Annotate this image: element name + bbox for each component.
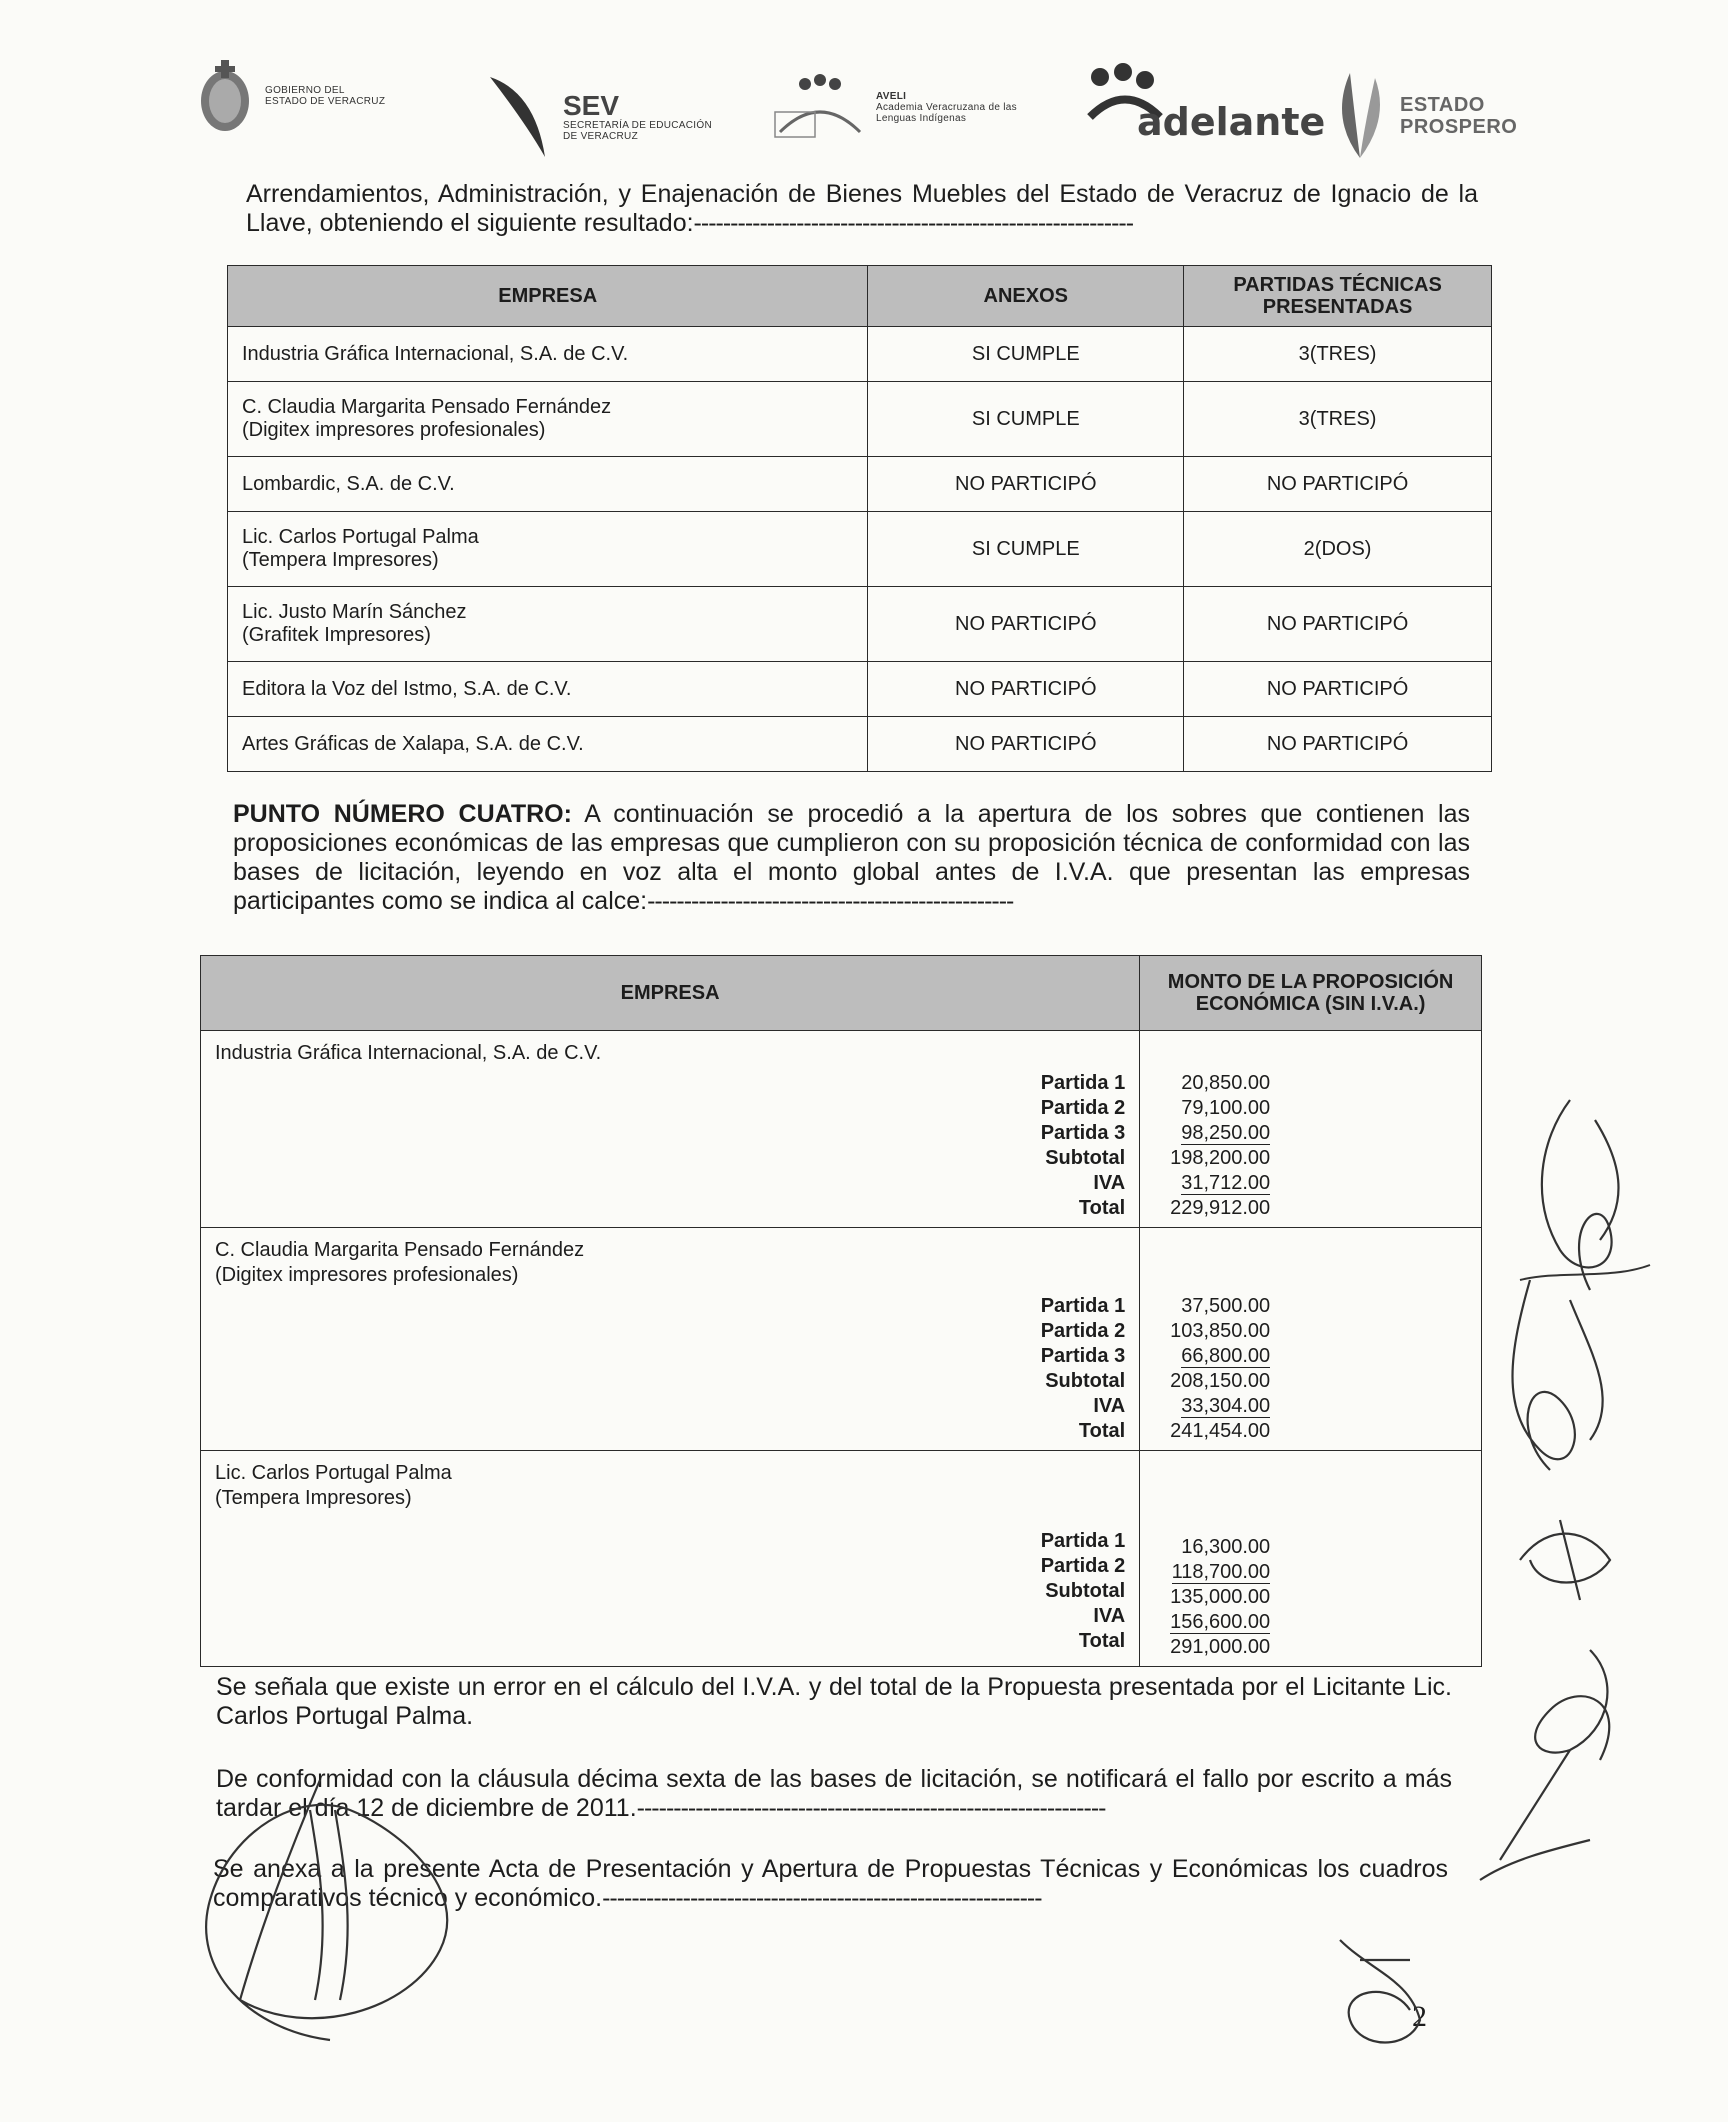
amount-iva [1150,1610,1270,1635]
table-row [228,327,1492,382]
empresa-block [215,1238,1125,1288]
logo-aveli [770,72,1017,142]
cell-empresa [201,1228,1140,1451]
empresa-name: Artes Gráficas de Xalapa, S.A. de C.V. [242,732,584,755]
cell-empresa [228,662,868,717]
amount-value: 98,250.00 [1181,1122,1271,1144]
logo-sev [485,72,712,162]
logo-aveli-line3: Lenguas Indígenas [876,112,967,124]
signature-2 [1470,1270,1650,1490]
amount-value: 229,912.00 [1170,1197,1271,1219]
cell-anexos: NO PARTICIPÓ [868,717,1184,772]
label-partida-3: Partida 3 [1040,1122,1126,1144]
label-subtotal: Subtotal [1045,1370,1126,1392]
sev-swoosh-icon [485,72,555,162]
cell-partidas: 3(TRES) [1184,382,1492,457]
col-header-partidas: PARTIDAS TÉCNICAS PRESENTADAS [1184,266,1492,327]
table-row [228,512,1492,587]
amount-value: 118,700.00 [1171,1561,1271,1583]
label-partida-1: Partida 1 [1040,1530,1126,1552]
amount-value: 156,600.00 [1170,1611,1271,1633]
empresa-name: Editora la Voz del Istmo, S.A. de C.V. [242,677,572,700]
amount-value: 37,500.00 [1181,1295,1271,1317]
cell-anexos: SI CUMPLE [868,382,1184,457]
col-header-monto: MONTO DE LA PROPOSICIÓN ECONÓMICA (SIN I.V.A.) [1140,956,1482,1031]
cell-montos [1140,1451,1482,1667]
amount-value: 20,850.00 [1181,1072,1271,1094]
empresa-sub: (Grafitek Impresores) [242,624,431,646]
cell-empresa [201,1031,1140,1228]
logo-gobierno-veracruz [195,56,385,136]
cell-empresa [201,1451,1140,1667]
label-total: Total [1078,1420,1126,1442]
empresa-name: Lombardic, S.A. de C.V. [242,472,455,495]
cell-empresa [228,512,868,587]
table-header-row [228,266,1492,327]
partida-labels [215,1294,1125,1444]
page-number: 2 [1412,2000,1427,2033]
empresa-name: Lic. Carlos Portugal Palma [215,1462,452,1484]
amount-value: 135,000.00 [1170,1586,1271,1608]
empresa-name: Lic. Justo Marín Sánchez [242,601,467,623]
logo-aveli-line2: Academia Veracruzana de las [876,101,1017,113]
empresa-block [215,1461,1125,1511]
empresa-sub: (Tempera Impresores) [215,1487,412,1509]
conformidad-paragraph [216,1765,1452,1823]
anexa-paragraph [213,1855,1448,1913]
logo-sev-line2: SECRETARÍA DE EDUCACIÓN [563,120,712,131]
logo-gob-line2: ESTADO DE VERACRUZ [265,96,386,107]
label-subtotal: Subtotal [1045,1580,1126,1602]
label-iva: IVA [1093,1395,1126,1417]
intro-text: Arrendamientos, Administración, y Enajenación de Bienes Muebles del Estado de Veracruz de Ignacio de la Llave, obteniendo el siguiente resultado: [246,180,1478,237]
cell-empresa [228,327,868,382]
label-iva: IVA [1093,1605,1126,1627]
cell-empresa [228,587,868,662]
table-row [228,457,1492,512]
amount-subtotal [1150,1369,1270,1394]
amount-partida-1 [1150,1071,1270,1096]
amount-value: 291,000.00 [1170,1636,1271,1658]
amount-partida-2 [1150,1096,1270,1121]
cell-montos [1140,1228,1482,1451]
amount-value: 208,150.00 [1170,1370,1271,1392]
cell-empresa [228,717,868,772]
table-row [201,1031,1482,1228]
amount-iva [1150,1171,1270,1196]
cell-partidas: NO PARTICIPÓ [1184,587,1492,662]
table-header-row [201,956,1482,1031]
cell-empresa [228,457,868,512]
signature-3 [1500,1500,1640,1620]
label-partida-1: Partida 1 [1040,1295,1126,1317]
cell-partidas: 3(TRES) [1184,327,1492,382]
empresa-sub: (Digitex impresores profesionales) [242,419,546,441]
amount-value: 198,200.00 [1170,1147,1271,1169]
table-row [228,587,1492,662]
table-row [228,382,1492,457]
amount-total [1150,1196,1270,1221]
amount-partida-1 [1150,1535,1270,1560]
prospero-leaf-icon [1330,68,1390,163]
col-header-anexos: ANEXOS [868,266,1184,327]
logo-gob-line1: GOBIERNO DEL [265,85,345,96]
label-subtotal: Subtotal [1045,1147,1126,1169]
error-note-paragraph [216,1673,1452,1731]
amount-subtotal [1150,1585,1270,1610]
empresa-name: Industria Gráfica Internacional, S.A. de C.V. [242,342,629,365]
header-logos [195,52,1545,172]
cell-partidas: NO PARTICIPÓ [1184,457,1492,512]
label-partida-2: Partida 2 [1040,1555,1126,1577]
amount-partida-1 [1150,1294,1270,1319]
coat-of-arms-icon [195,56,255,136]
anexa-text: Se anexa a la presente Acta de Presentación y Apertura de Propuestas Técnicas y Económicas los cuadros comparativos técnico y económico. [213,1855,1448,1912]
col-header-empresa: EMPRESA [228,266,868,327]
logo-sev-line3: DE VERACRUZ [563,131,638,142]
amount-total [1150,1635,1270,1660]
intro-dashes: ------------------------------------------------------------ [693,209,1134,237]
label-partida-2: Partida 2 [1040,1097,1126,1119]
empresa-name: C. Claudia Margarita Pensado Fernández [242,396,612,418]
signature-1 [1500,1080,1660,1330]
logo-sev-title: SEV [563,90,620,121]
logo-prospero-line2: PROSPERO [1400,115,1518,138]
intro-paragraph [246,180,1478,238]
amount-partida-3 [1150,1121,1270,1146]
col-header-empresa: EMPRESA [201,956,1140,1031]
cell-empresa [228,382,868,457]
partida-labels [215,1071,1125,1221]
amount-partida-2 [1150,1319,1270,1344]
table-row [201,1228,1482,1451]
amount-iva [1150,1394,1270,1419]
empresa-sub: (Tempera Impresores) [242,549,439,571]
cell-anexos: NO PARTICIPÓ [868,457,1184,512]
partida-labels [215,1529,1125,1654]
cell-partidas: 2(DOS) [1184,512,1492,587]
logo-estado-prospero [1330,68,1517,163]
cell-anexos: SI CUMPLE [868,512,1184,587]
amount-value: 31,712.00 [1181,1172,1271,1194]
label-total: Total [1078,1630,1126,1652]
table-row [201,1451,1482,1667]
amount-partida-2 [1150,1560,1270,1585]
table-row [228,662,1492,717]
aveli-figures-icon [770,72,870,142]
logo-aveli-title: AVELI [876,90,907,102]
amount-subtotal [1150,1146,1270,1171]
table-row [228,717,1492,772]
amount-total [1150,1419,1270,1444]
punto-cuatro-paragraph [233,800,1470,916]
amount-value: 79,100.00 [1181,1097,1271,1119]
economic-proposals-table [200,955,1482,1667]
cell-partidas: NO PARTICIPÓ [1184,662,1492,717]
error-note-text: Se señala que existe un error en el cálculo del I.V.A. y del total de la Propuesta presentada por el Licitante Lic. Carlos Portugal Palma. [216,1673,1452,1730]
label-partida-1: Partida 1 [1040,1072,1126,1094]
signature-4 [1440,1640,1640,1890]
cell-anexos: SI CUMPLE [868,327,1184,382]
punto-cuatro-text: A continuación se procedió a la apertura de los sobres que contienen las proposiciones económicas de las empresas que cumplieron con su proposición técnica de conformidad con las bases de licitación, leyendo en voz alta el monto global antes de I.V.A. que presentan las empresas participantes como se indica al calce: [233,800,1470,915]
anexa-dashes: ------------------------------------------------------------ [602,1884,1042,1912]
amount-value: 103,850.00 [1170,1320,1271,1342]
logo-prospero-line1: ESTADO [1400,93,1485,116]
label-partida-3: Partida 3 [1040,1345,1126,1367]
cell-anexos: NO PARTICIPÓ [868,587,1184,662]
amount-partida-3 [1150,1344,1270,1369]
signature-5 [1310,1920,1450,2060]
empresa-sub: (Digitex impresores profesionales) [215,1264,519,1286]
label-iva: IVA [1093,1172,1126,1194]
conformidad-dashes: ---------------------------------------------------------------- [636,1794,1106,1822]
logo-adelante-word: adelante [1137,100,1326,144]
empresa-name: C. Claudia Margarita Pensado Fernández [215,1239,585,1261]
cell-partidas: NO PARTICIPÓ [1184,717,1492,772]
technical-results-table [227,265,1492,772]
punto-cuatro-heading: PUNTO NÚMERO CUATRO: [233,800,572,828]
empresa-name: Industria Gráfica Internacional, S.A. de C.V. [215,1042,602,1064]
label-partida-2: Partida 2 [1040,1320,1126,1342]
amount-value: 241,454.00 [1170,1420,1271,1442]
amount-value: 66,800.00 [1181,1345,1271,1367]
amount-value: 33,304.00 [1181,1395,1271,1417]
conformidad-text: De conformidad con la cláusula décima sexta de las bases de licitación, se notificará el fallo por escrito a más tardar el día 12 de diciembre de 2011. [216,1765,1452,1822]
cell-anexos: NO PARTICIPÓ [868,662,1184,717]
empresa-name: Lic. Carlos Portugal Palma [242,526,479,548]
cell-montos [1140,1031,1482,1228]
label-total: Total [1078,1197,1126,1219]
amount-value: 16,300.00 [1181,1536,1271,1558]
punto-cuatro-dashes: -------------------------------------------------- [647,887,1014,915]
